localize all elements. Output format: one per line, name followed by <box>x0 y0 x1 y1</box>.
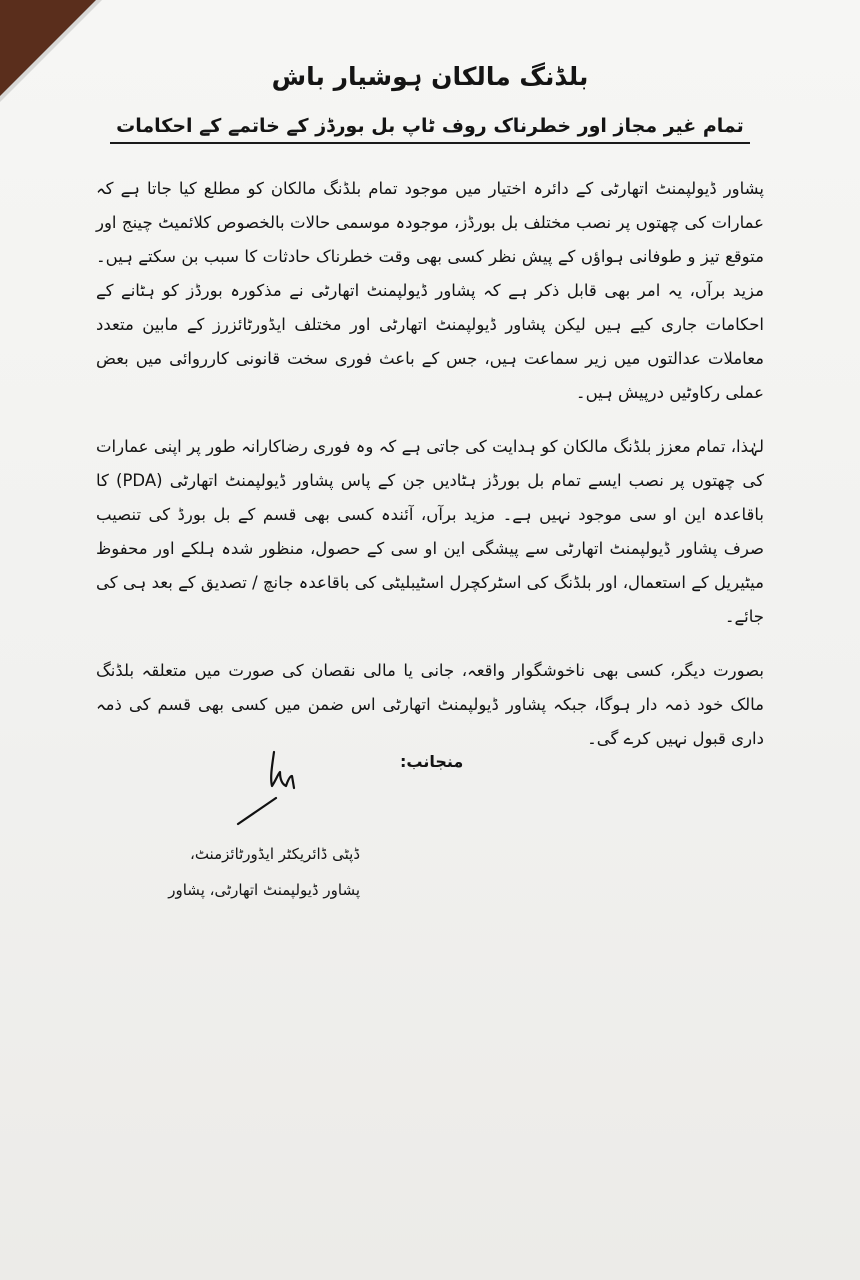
corner-background <box>0 0 96 96</box>
paragraph-1: پشاور ڈیولپمنٹ اتھارٹی کے دائرہ اختیار میں موجود تمام بلڈنگ مالکان کو مطلع کیا جاتا ہے کہ عمارات کی چھتوں پر نصب مختلف بل بورڈز، موجودہ موسمی حالات بالخصوص کلائمیٹ چینج اور متوقع تیز و طوفانی ہواؤں کے پیش نظر کسی بھی وقت خطرناک حادثات کا سبب بن سکتے ہیں۔ مزید برآں، یہ امر بھی قابل ذکر ہے کہ پشاور ڈیولپمنٹ اتھارٹی نے مذکورہ بورڈز کو ہٹانے کے احکامات جاری کیے ہیں لیکن پشاور ڈیولپمنٹ اتھارٹی اور مختلف ایڈورٹائزرز کے مابین متعدد معاملات عدالتوں میں زیر سماعت ہیں، جس کے باعث فوری سخت قانونی کارروائی میں بعض عملی رکاوٹیں درپیش ہیں۔ <box>96 179 764 402</box>
signer-block <box>150 836 360 908</box>
signer-organization: پشاور ڈیولپمنٹ اتھارٹی، پشاور <box>168 881 360 899</box>
by-order-label: منجانب: <box>400 752 464 771</box>
notice-body <box>96 60 764 756</box>
notice-subtitle: تمام غیر مجاز اور خطرناک روف ٹاپ بل بورڈز کے خاتمے کے احکامات <box>110 112 750 144</box>
paragraph-3: بصورت دیگر، کسی بھی ناخوشگوار واقعہ، جانی یا مالی نقصان کی صورت میں متعلقہ بلڈنگ مالک خود ذمہ دار ہوگا، جبکہ پشاور ڈیولپمنٹ اتھارٹی اس ضمن میں کسی بھی قسم کی ذمہ داری قبول نہیں کرے گی۔ <box>96 661 764 748</box>
signer-title: ڈپٹی ڈائریکٹر ایڈورٹائزمنٹ، <box>189 845 360 863</box>
notice-subtitle-wrap <box>96 112 764 144</box>
paragraph-2: لہٰذا، تمام معزز بلڈنگ مالکان کو ہدایت کی جاتی ہے کہ وہ فوری رضاکارانہ طور پر اپنی عمارات کی چھتوں پر نصب ایسے تمام بل بورڈز ہٹادیں جن کے پاس پشاور ڈیولپمنٹ اتھارٹی (PDA) کا باقاعدہ این او سی موجود نہیں ہے۔ مزید برآں، آئندہ کسی بھی قسم کے بل بورڈ کی تنصیب صرف پشاور ڈیولپمنٹ اتھارٹی سے پیشگی این او سی کے حصول، منظور شدہ ہلکے اور محفوظ میٹیریل کے استعمال، اور بلڈنگ کی اسٹرکچرل اسٹیبلیٹی کی باقاعدہ جانچ / تصدیق کے بعد ہی کی جائے۔ <box>96 437 764 626</box>
signature-icon <box>232 750 312 830</box>
notice-title: بلڈنگ مالکان ہوشیار باش <box>271 62 589 91</box>
